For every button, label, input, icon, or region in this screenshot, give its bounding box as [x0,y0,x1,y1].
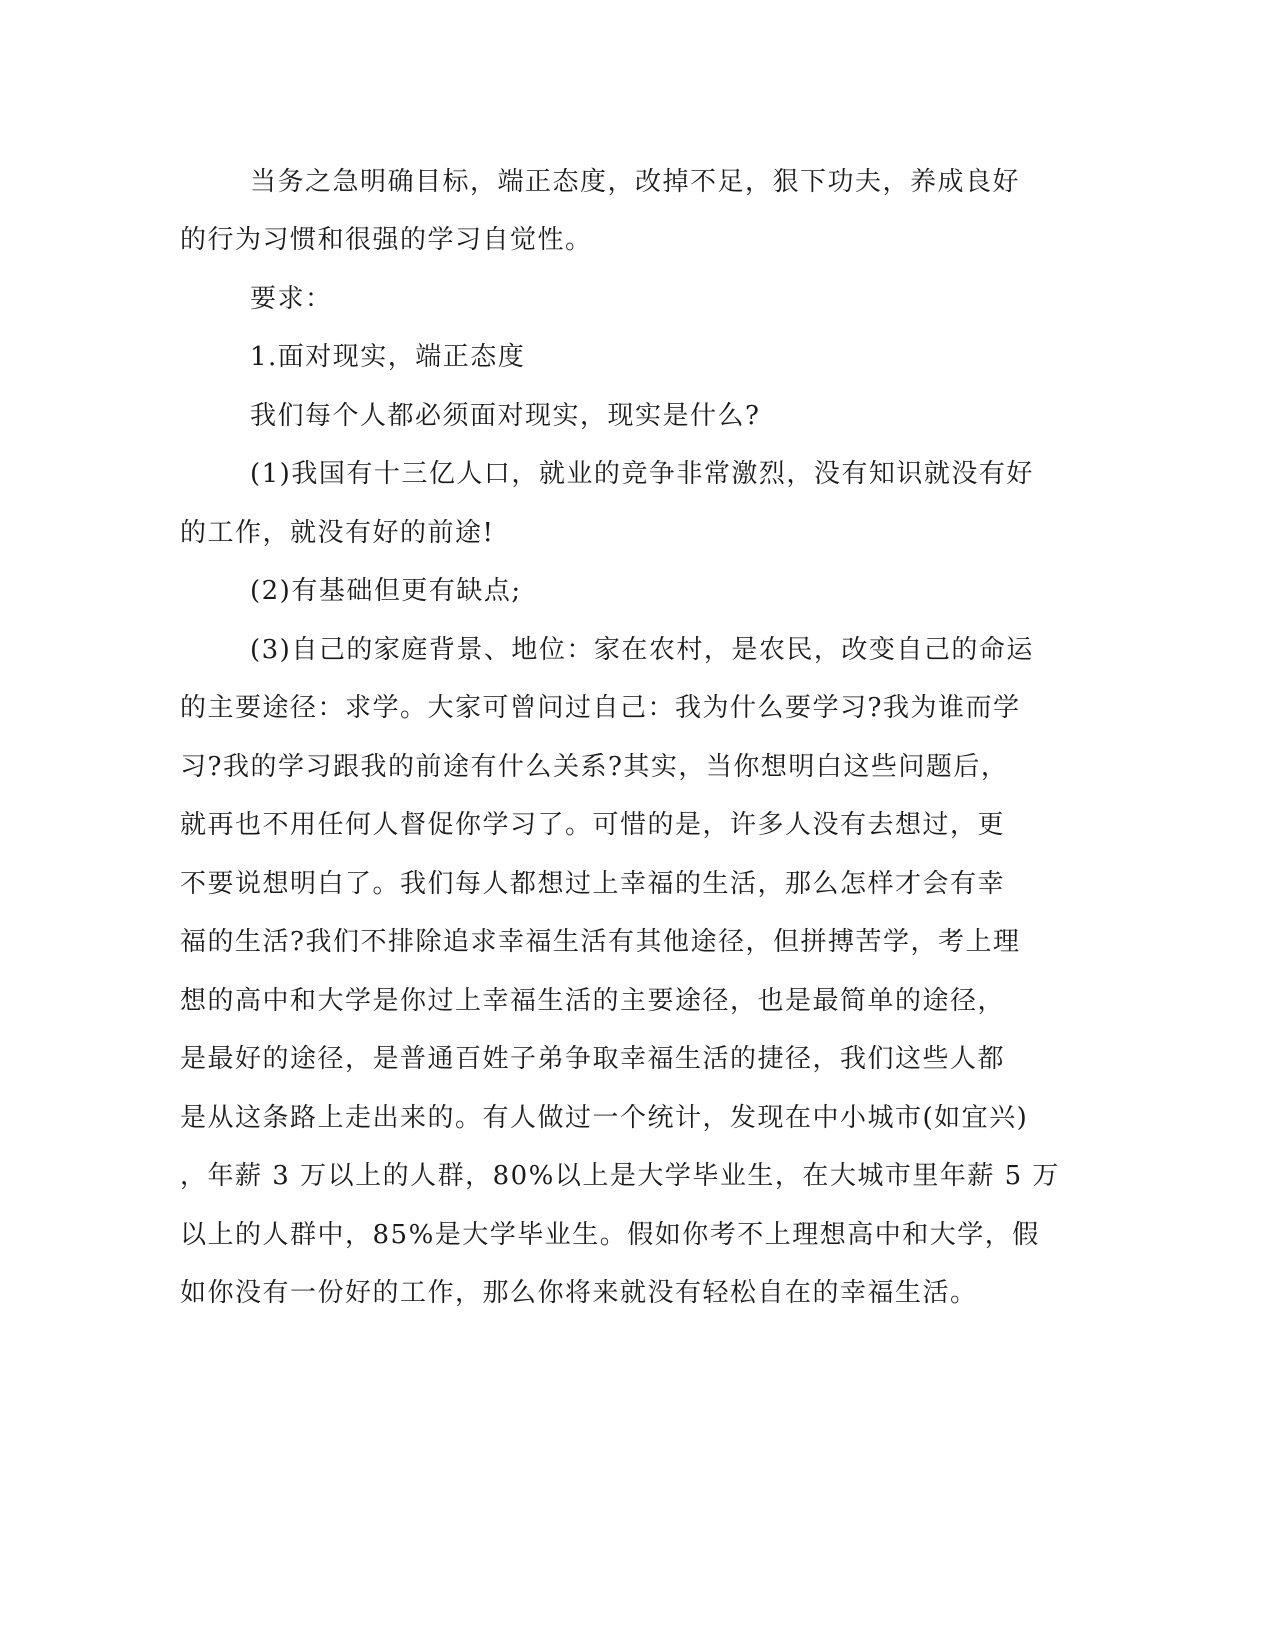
paragraph-line: 我们每个人都必须面对现实，现实是什么? [250,401,761,431]
paragraph-line: 习?我的学习跟我的前途有什么关系?其实，当你想明白这些问题后， [180,752,1009,782]
paragraph-line: 福的生活?我们不排除追求幸福生活有其他途径，但拼搏苦学，考上理 [180,927,1021,957]
paragraph-line: 就再也不用任何人督促你学习了。可惜的是，许多人没有去想过，更 [180,810,1006,840]
section-heading: 1.面对现实，端正态度 [250,342,526,372]
paragraph-line: 如你没有一份好的工作，那么你将来就没有轻松自在的幸福生活。 [180,1278,978,1308]
paragraph-line: 以上的人群中，85%是大学毕业生。假如你考不上理想高中和大学，假 [180,1220,1040,1250]
paragraph-line: 是最好的途径，是普通百姓子弟争取幸福生活的捷径，我们这些人都 [180,1044,1006,1074]
paragraph-line: 当务之急明确目标，端正态度，改掉不足，狠下功夫，养成良好 [250,167,1021,197]
paragraph-line: 想的高中和大学是你过上幸福生活的主要途径，也是最简单的途径， [180,986,1006,1016]
paragraph-line: 的行为习惯和很强的学习自觉性。 [180,225,593,255]
list-item-line: (3)自己的家庭背景、地位：家在农村，是农民，改变自己的命运 [250,635,1034,665]
list-item-line: 的工作，就没有好的前途! [180,518,495,548]
paragraph-line: 是从这条路上走出来的。有人做过一个统计，发现在中小城市(如宜兴) [180,1103,1029,1133]
paragraph-line: 的主要途径：求学。大家可曾问过自己：我为什么要学习?我为谁而学 [180,693,1021,723]
list-item-line: (1)我国有十三亿人口，就业的竞争非常激烈，没有知识就没有好 [250,459,1034,489]
paragraph-line: 不要说想明白了。我们每人都想过上幸福的生活，那么怎样才会有幸 [180,869,1006,899]
paragraph-line: ，年薪 3 万以上的人群，80%以上是大学毕业生，在大城市里年薪 5 万 [180,1161,1060,1191]
list-item-line: (2)有基础但更有缺点; [250,576,522,606]
section-label: 要求： [250,284,333,314]
